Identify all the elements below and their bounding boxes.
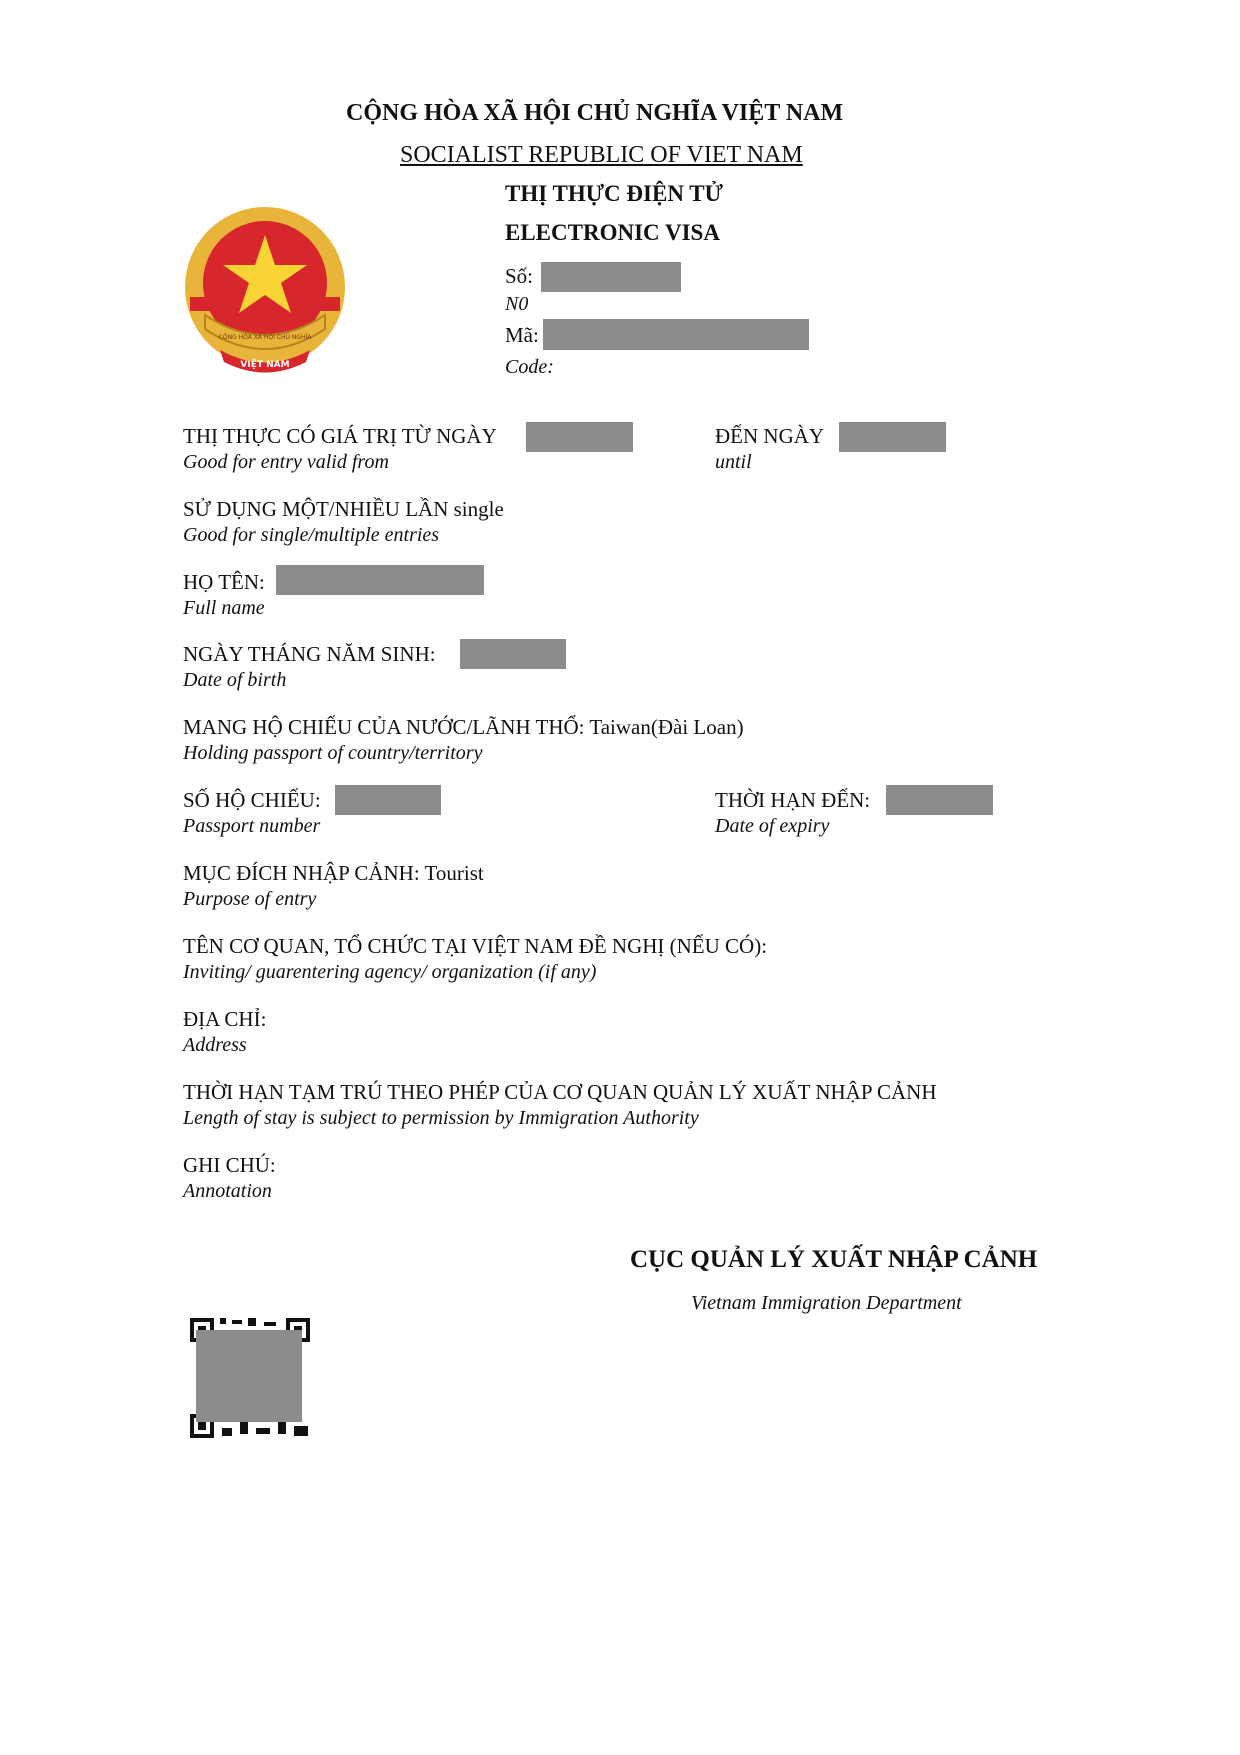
number-label-vn: Số: bbox=[505, 264, 534, 288]
purpose-label: MỤC ĐÍCH NHẬP CẢNH: Tourist bbox=[183, 861, 484, 885]
annotation-label: GHI CHÚ: bbox=[183, 1153, 276, 1177]
doc-title-en: ELECTRONIC VISA bbox=[505, 220, 720, 245]
agency-name-vn: CỤC QUẢN LÝ XUẤT NHẬP CẢNH bbox=[630, 1246, 1038, 1273]
entries-label: SỬ DỤNG MỘT/NHIỀU LẦN single bbox=[183, 497, 504, 521]
purpose-label-en: Purpose of entry bbox=[183, 888, 317, 910]
national-emblem bbox=[180, 205, 350, 375]
expiry-redaction bbox=[886, 785, 993, 815]
emblem-text: VIỆT NAM bbox=[240, 360, 290, 370]
valid-from-redaction bbox=[526, 422, 633, 452]
until-label-en: until bbox=[715, 451, 752, 473]
length-of-stay-label: THỜI HẠN TẠM TRÚ THEO PHÉP CỦA CƠ QUAN QUẢN LÝ XUẤT NHẬP CẢNH bbox=[183, 1080, 937, 1104]
number-redaction bbox=[541, 262, 681, 292]
length-of-stay-label-en: Length of stay is subject to permission by Immigration Authority bbox=[183, 1107, 699, 1129]
passport-country-label: MANG HỘ CHIẾU CỦA NƯỚC/LÃNH THỔ: Taiwan(Đài Loan) bbox=[183, 715, 744, 739]
passport-country-label-en: Holding passport of country/territory bbox=[183, 742, 483, 764]
agency-name-en: Vietnam Immigration Department bbox=[691, 1292, 962, 1314]
dob-redaction bbox=[460, 639, 566, 669]
code-redaction bbox=[543, 319, 809, 350]
passport-number-label: SỐ HỘ CHIẾU: bbox=[183, 788, 321, 812]
valid-from-label: THỊ THỰC CÓ GIÁ TRỊ TỪ NGÀY bbox=[183, 424, 497, 448]
full-name-label-en: Full name bbox=[183, 597, 265, 619]
code-label-vn: Mã: bbox=[505, 323, 539, 347]
full-name-redaction bbox=[276, 565, 484, 595]
passport-number-redaction bbox=[335, 785, 441, 815]
entries-label-en: Good for single/multiple entries bbox=[183, 524, 440, 546]
address-label: ĐỊA CHỈ: bbox=[183, 1007, 267, 1031]
country-title-en: SOCIALIST REPUBLIC OF VIET NAM bbox=[400, 142, 803, 168]
doc-title-vn: THỊ THỰC ĐIỆN TỬ bbox=[505, 181, 723, 206]
annotation-label-en: Annotation bbox=[183, 1180, 272, 1202]
until-redaction bbox=[839, 422, 946, 452]
inviting-org-label-en: Inviting/ guarentering agency/ organization (if any) bbox=[183, 961, 597, 983]
inviting-org-label: TÊN CƠ QUAN, TỔ CHỨC TẠI VIỆT NAM ĐỀ NGHỊ (NẾU CÓ): bbox=[183, 934, 768, 958]
valid-from-label-en: Good for entry valid from bbox=[183, 451, 389, 473]
until-label: ĐẾN NGÀY bbox=[715, 424, 825, 448]
dob-label: NGÀY THÁNG NĂM SINH: bbox=[183, 642, 436, 666]
code-label-en: Code: bbox=[505, 356, 554, 378]
expiry-label-en: Date of expiry bbox=[715, 815, 830, 837]
dob-label-en: Date of birth bbox=[183, 669, 287, 691]
emblem-small-text: CỘNG HÒA XÃ HỘI CHỦ NGHĨA bbox=[218, 334, 312, 341]
expiry-label: THỜI HẠN ĐẾN: bbox=[715, 788, 871, 812]
passport-number-label-en: Passport number bbox=[183, 815, 321, 837]
qr-code bbox=[188, 1316, 312, 1440]
address-label-en: Address bbox=[183, 1034, 247, 1056]
number-label-en: N0 bbox=[505, 293, 529, 315]
full-name-label: HỌ TÊN: bbox=[183, 570, 265, 594]
country-title-vn: CỘNG HÒA XÃ HỘI CHỦ NGHĨA VIỆT NAM bbox=[346, 100, 844, 126]
